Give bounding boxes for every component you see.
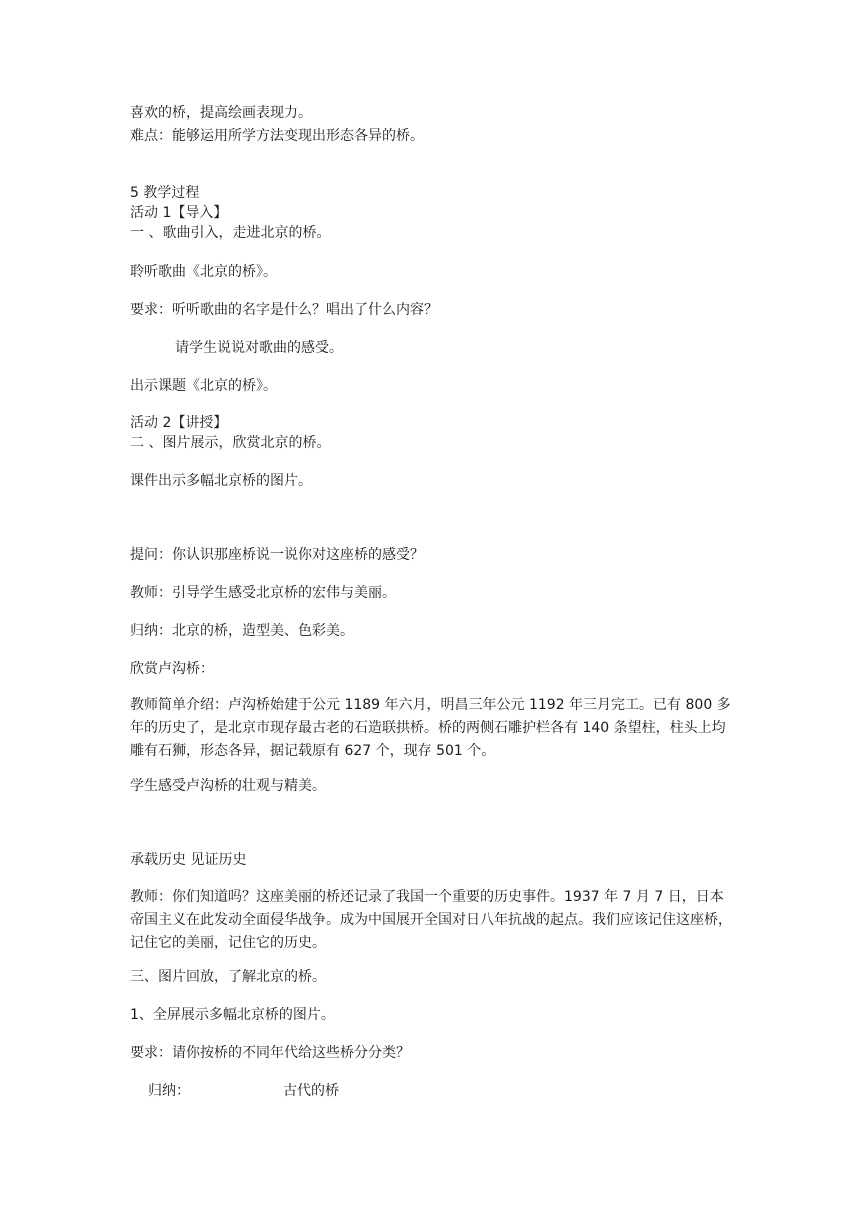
summary-label: 归纳： [148, 1083, 190, 1099]
step-heading: 三、图片回放，了解北京的桥。 [130, 969, 326, 985]
step-heading: 二 、图片展示，欣赏北京的桥。 [130, 435, 331, 451]
text-line: 课件出示多幅北京桥的图片。 [130, 473, 312, 489]
text-line: 喜欢的桥，提高绘画表现力。 [130, 105, 312, 121]
text-line: 欣赏卢沟桥： [130, 661, 214, 677]
text-line: 归纳：北京的桥，造型美、色彩美。 [130, 623, 354, 639]
text-line: 1、全屏展示多幅北京桥的图片。 [130, 1007, 335, 1023]
text-line: 聆听歌曲《北京的桥》。 [130, 264, 277, 280]
paragraph: 教师简单介绍：卢沟桥始建于公元 1189 年六月，明昌三年公元 1192 年三月完工。已有 800 多年的历史了，是北京市现存最古老的石造联拱桥。桥的两侧石雕护栏各有 140 条望柱，柱头上均雕有石狮，形态各异，据记载原有 627 个，现存 501 个。 [130, 697, 731, 759]
text-line: 学生感受卢沟桥的壮观与精美。 [130, 778, 326, 794]
step-heading: 一 、歌曲引入，走进北京的桥。 [130, 225, 331, 241]
text-line: 要求：听听歌曲的名字是什么？唱出了什么内容？ [130, 302, 438, 318]
text-line: 要求：请你按桥的不同年代给这些桥分分类？ [130, 1045, 410, 1061]
subheading: 承载历史 见证历史 [130, 852, 247, 868]
activity-heading: 活动 2【讲授】 [130, 415, 228, 431]
paragraph: 教师：你们知道吗？这座美丽的桥还记录了我国一个重要的历史事件。1937 年 7 月 7 日，日本帝国主义在此发动全面侵华战争。成为中国展开全国对日八年抗战的起点。我们应该记住这座桥，记住它的美丽，记住它的历史。 [130, 889, 732, 951]
text-line: 请学生说说对歌曲的感受。 [175, 340, 343, 356]
text-line: 难点：能够运用所学方法变现出形态各异的桥。 [130, 128, 424, 144]
text-line: 提问：你认识那座桥说一说你对这座桥的感受？ [130, 547, 424, 563]
summary-category: 古代的桥 [283, 1083, 339, 1099]
activity-heading: 活动 1【导入】 [130, 205, 228, 221]
text-line: 教师：引导学生感受北京桥的宏伟与美丽。 [130, 585, 396, 601]
section-heading: 5 教学过程 [130, 185, 200, 201]
text-line: 出示课题《北京的桥》。 [130, 378, 277, 394]
